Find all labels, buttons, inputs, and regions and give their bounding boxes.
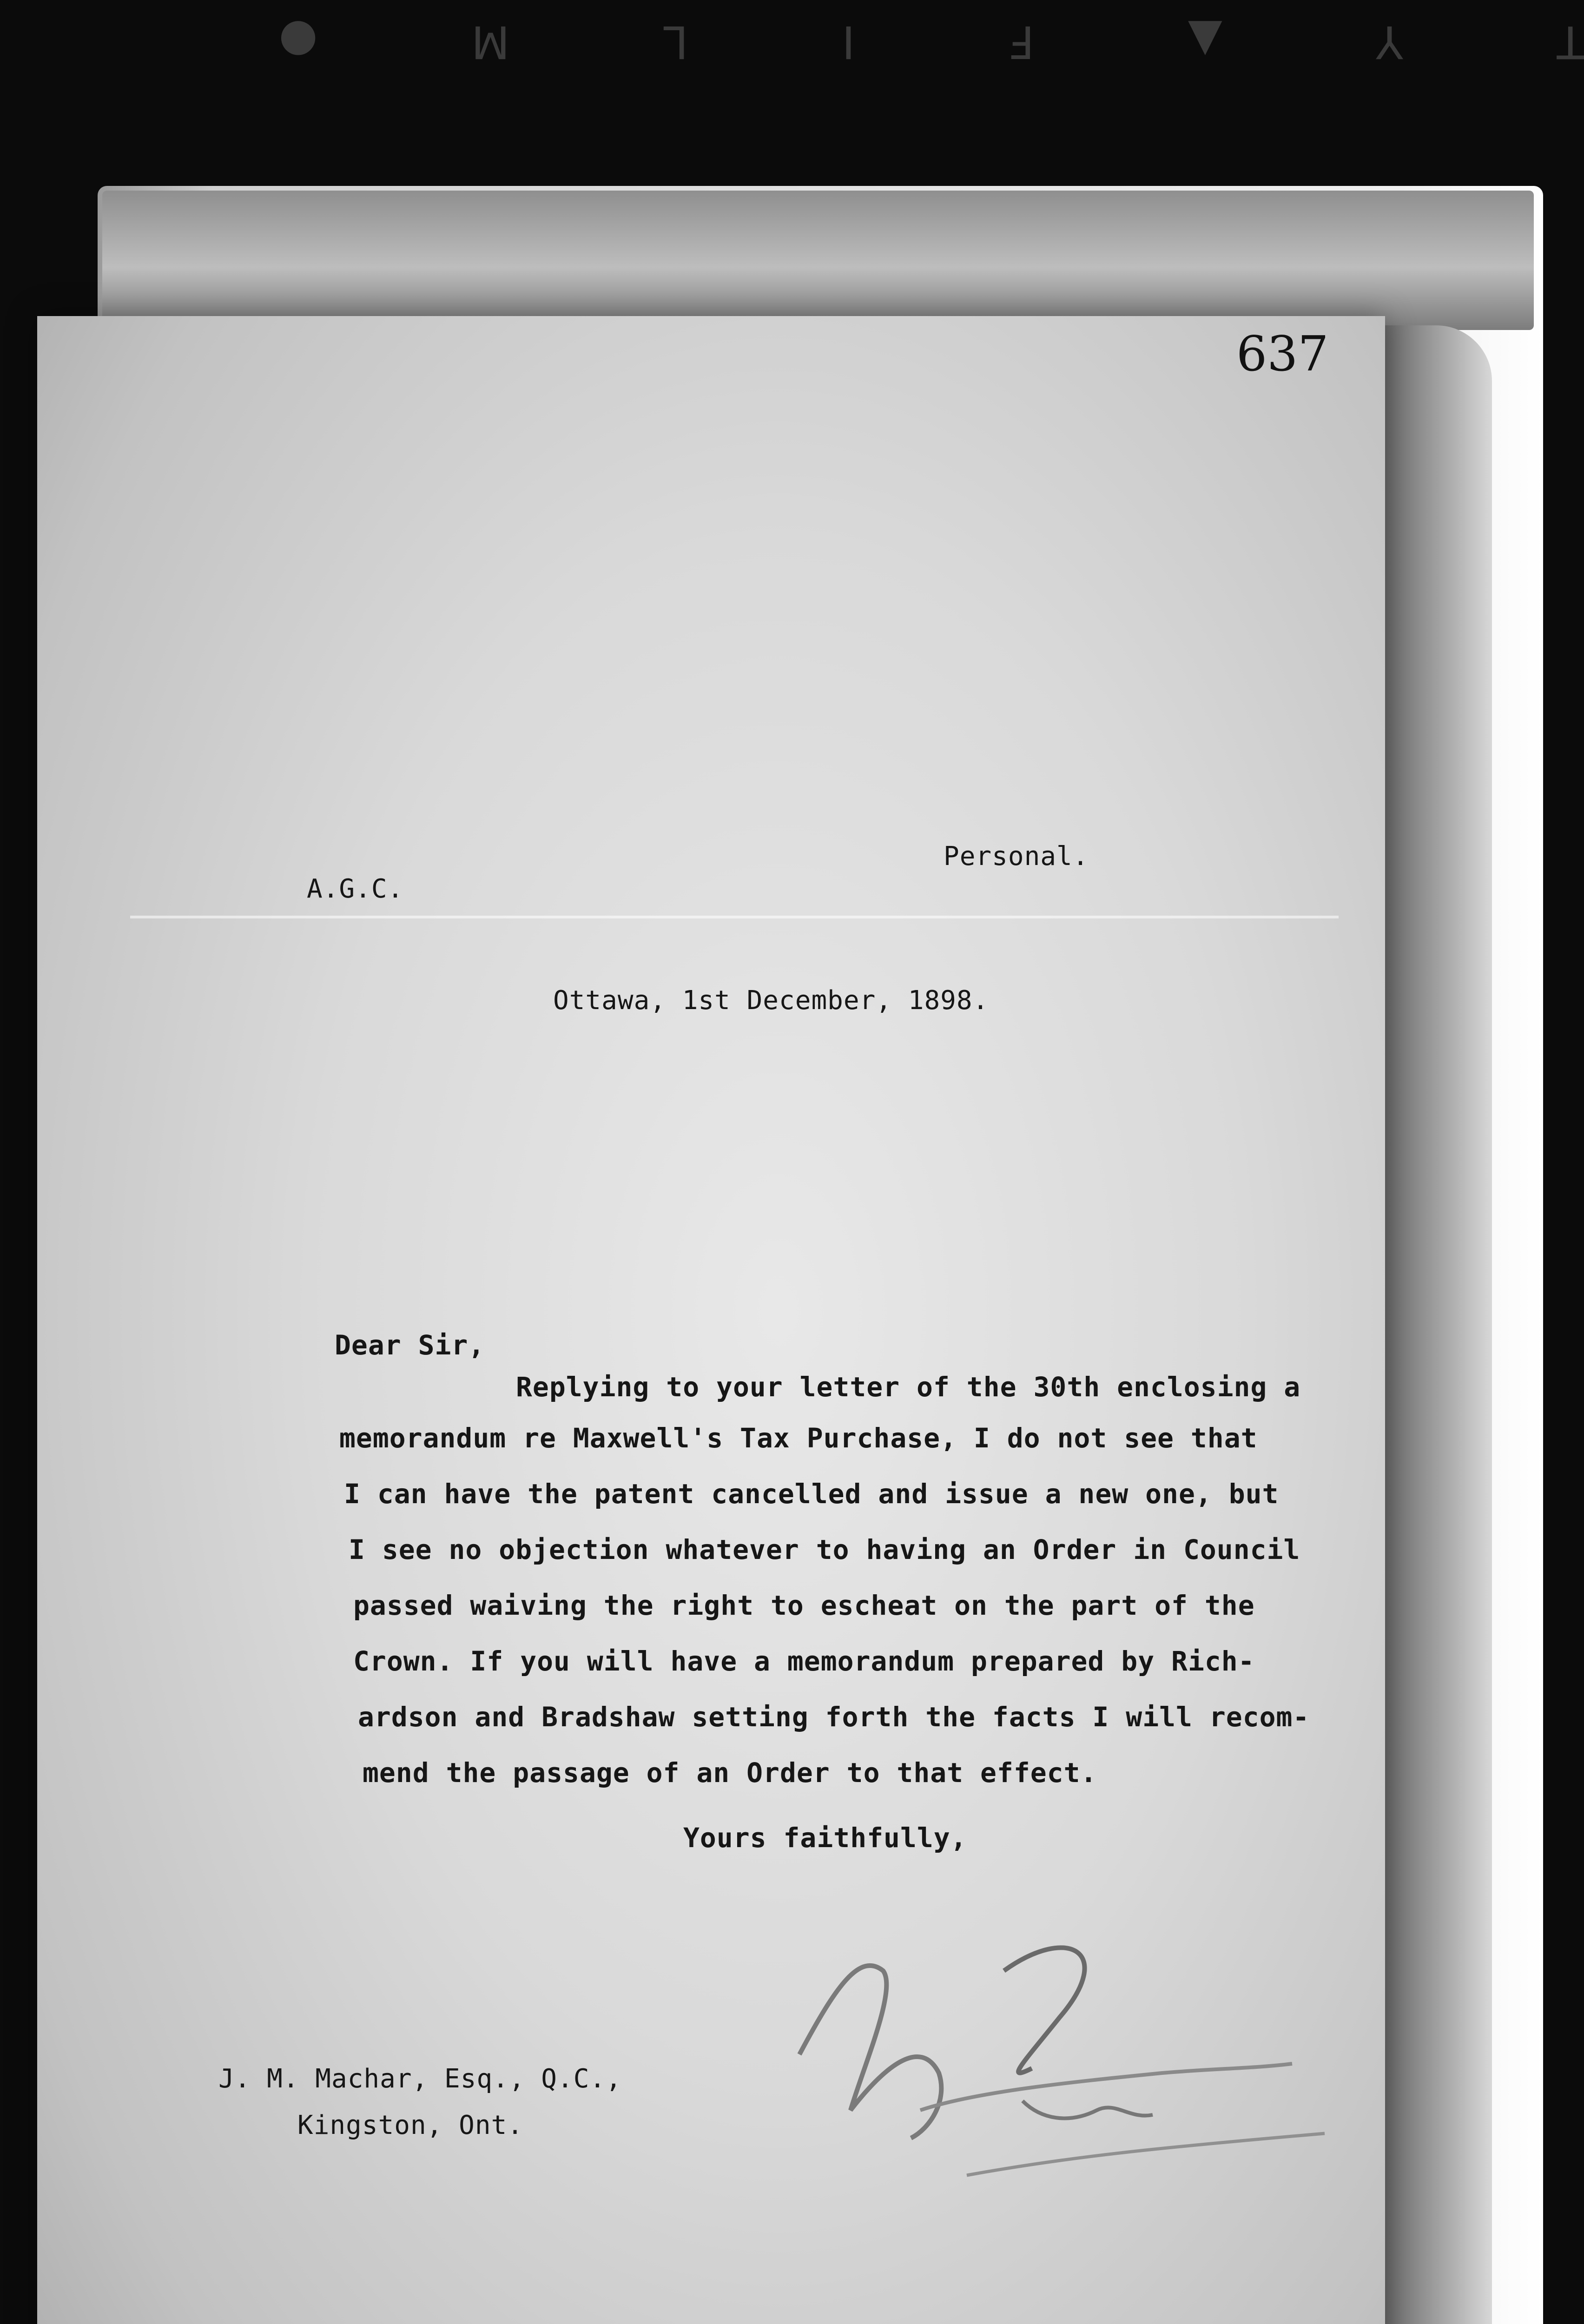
body-line: I can have the patent cancelled and issue a new one, but xyxy=(344,1478,1279,1510)
body-line: Replying to your letter of the 30th enclosing a xyxy=(516,1371,1301,1403)
addressee-name: J. M. Machar, Esq., Q.C., xyxy=(218,2064,622,2094)
handwritten-signature xyxy=(744,1915,1348,2240)
body-line: ardson and Bradshaw setting forth the facts I will recom- xyxy=(358,1701,1310,1733)
body-line: mend the passage of an Order to that effect. xyxy=(363,1757,1097,1789)
sheet-fold-line xyxy=(130,916,1339,918)
page-curl xyxy=(1371,325,1492,2324)
body-line: I see no objection whatever to having an Order in Council xyxy=(349,1534,1300,1565)
place-date: Ottawa, 1st December, 1898. xyxy=(553,985,989,1016)
film-edge-marks: T Y ▲ F I L M ● xyxy=(209,16,1584,68)
addressee-place: Kingston, Ont. xyxy=(297,2110,524,2140)
body-line: Crown. If you will have a memorandum prepared by Rich- xyxy=(353,1645,1255,1677)
body-line: passed waiving the right to escheat on the part of the xyxy=(353,1590,1255,1621)
salutation: Dear Sir, xyxy=(335,1329,485,1361)
closing: Yours faithfully, xyxy=(683,1822,967,1854)
body-line: memorandum re Maxwell's Tax Purchase, I do not see that xyxy=(339,1422,1258,1454)
reference: A.G.C. xyxy=(307,874,404,904)
page-number: 637 xyxy=(1236,325,1329,382)
top-fold xyxy=(102,191,1534,330)
classification: Personal. xyxy=(944,841,1089,872)
